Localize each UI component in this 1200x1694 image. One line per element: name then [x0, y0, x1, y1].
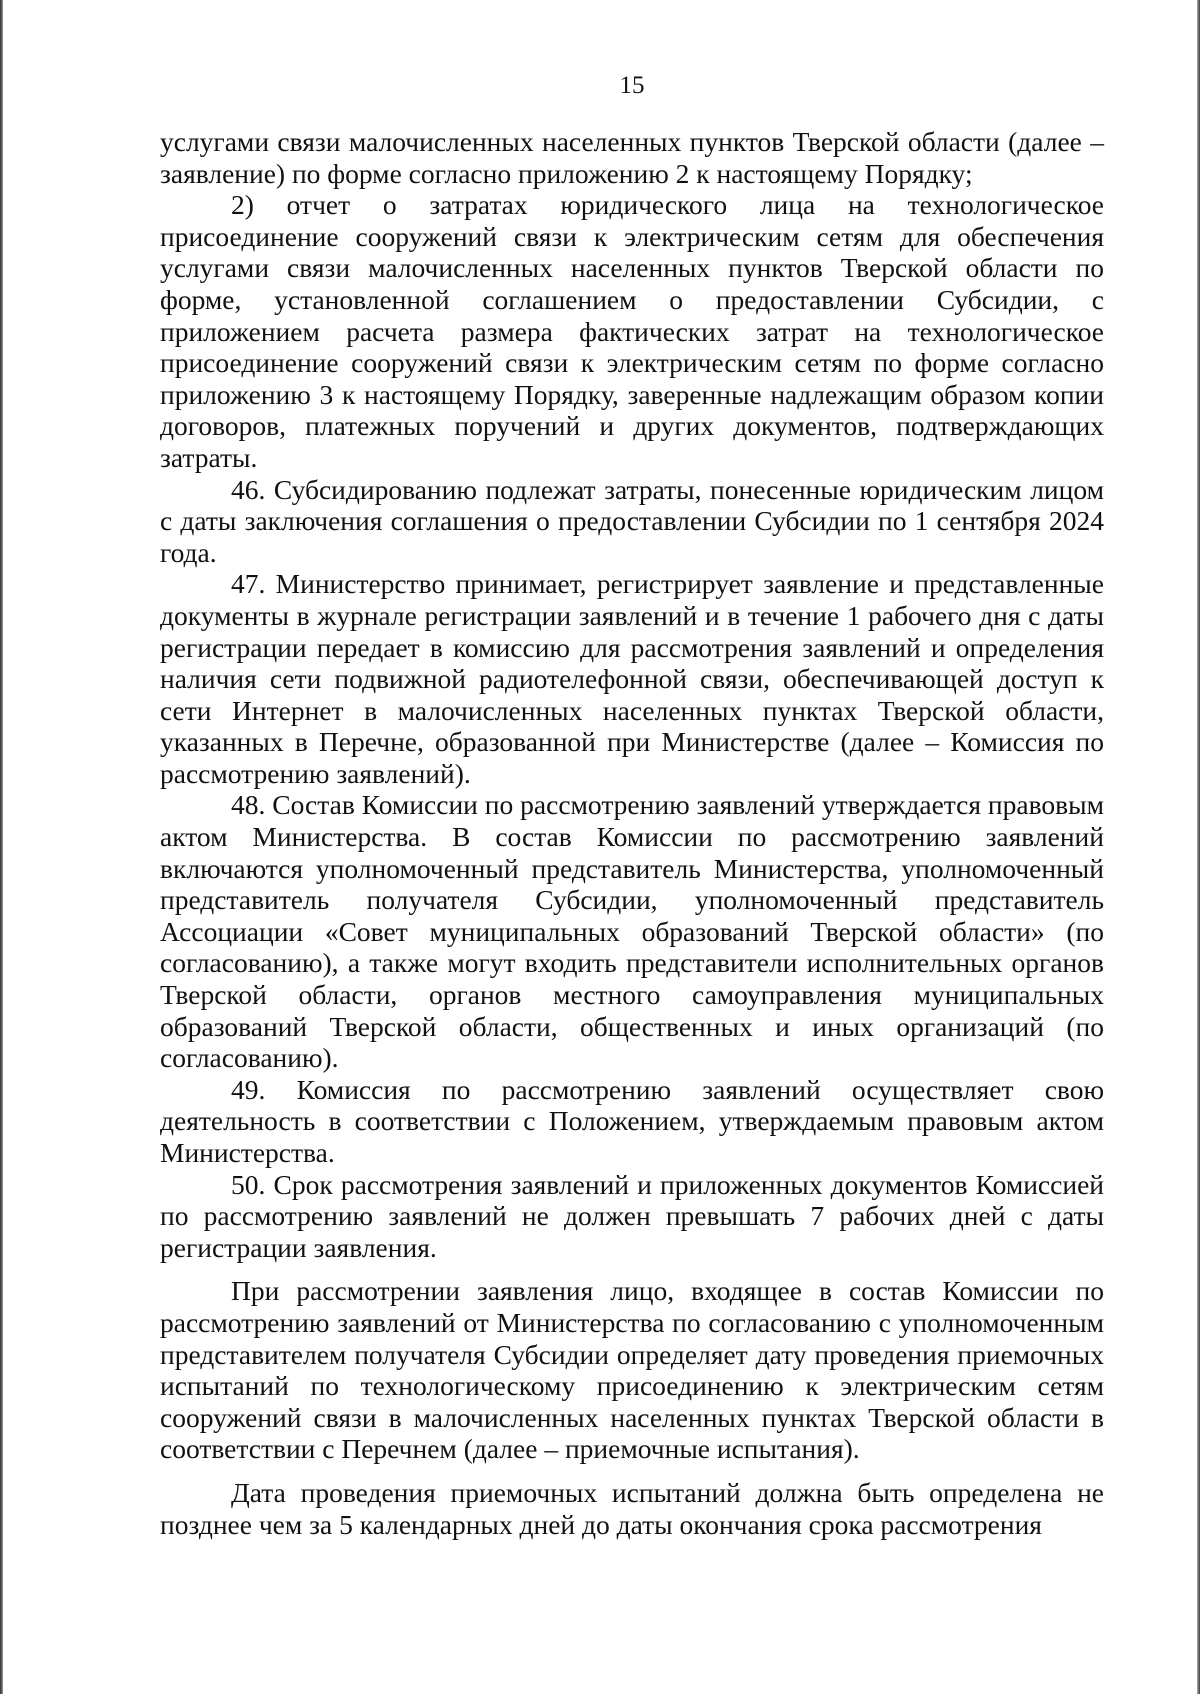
paragraph-49: 49. Комиссия по рассмотрению заявлений осуществляет свою деятельность в соответствии с Положением, утверждаемым правовым актом Министерства.: [160, 1073, 1104, 1168]
paragraph-46: 46. Субсидированию подлежат затраты, понесенные юридическим лицом с даты заключения соглашения о предоставлении Субсидии по 1 сентября 2024 года.: [160, 473, 1104, 568]
paragraph-50: 50. Срок рассмотрения заявлений и приложенных документов Комиссией по рассмотрению заявлений не должен превышать 7 рабочих дней с даты регистрации заявления.: [160, 1168, 1104, 1263]
paragraph-47: 47. Министерство принимает, регистрирует заявление и представленные документы в журнале регистрации заявлений и в течение 1 рабочего дня с даты регистрации передает в комиссию для рассмотрения заявлений и определения наличия сети подвижной радиотелефонной связи, обеспечивающей доступ к сети Интернет в малочисленных населенных пунктах Тверской области, указанных в Перечне, образованной при Министерстве (далее – Комиссия по рассмотрению заявлений).: [160, 568, 1104, 789]
scan-edge-left: [0, 0, 3, 1694]
paragraph-48: 48. Состав Комиссии по рассмотрению заявлений утверждается правовым актом Министерства. В состав Комиссии по рассмотрению заявлений включаются уполномоченный представитель Министерства, уполномоченный представитель получателя Субсидии, уполномоченный представитель Ассоциации «Совет муниципальных образований Тверской области» (по согласованию), а также могут входить представители исполнительных органов Тверской области, органов местного самоуправления муниципальных образований Тверской области, общественных и иных организаций (по согласованию).: [160, 789, 1104, 1074]
paragraph-continuation: услугами связи малочисленных населенных пунктов Тверской области (далее – заявление) по форме согласно приложению 2 к настоящему Порядку;: [160, 126, 1104, 189]
page-number: 15: [619, 72, 645, 99]
paragraph-test-date: Дата проведения приемочных испытаний должна быть определена не позднее чем за 5 календарных дней до даты окончания срока рассмотрения: [160, 1476, 1104, 1540]
document-body: [160, 126, 1104, 1540]
paragraph-acceptance-tests: При рассмотрении заявления лицо, входящее в состав Комиссии по рассмотрению заявлений от Министерства по согласованию с уполномоченным представителем получателя Субсидии определяет дату проведения приемочных испытаний по технологическому присоединению к электрическим сетям сооружений связи в малочисленных населенных пунктах Тверской области в соответствии с Перечнем (далее – приемочные испытания).: [160, 1275, 1104, 1465]
paragraph-item-2: 2) отчет о затратах юридического лица на технологическое присоединение сооружений связи к электрическим сетям для обеспечения услугами связи малочисленных населенных пунктов Тверской области по форме, установленной соглашением о предоставлении Субсидии, с приложением расчета размера фактических затрат на технологическое присоединение сооружений связи к электрическим сетям по форме согласно приложению 3 к настоящему Порядку, заверенные надлежащим образом копии договоров, платежных поручений и других документов, подтверждающих затраты.: [160, 189, 1104, 473]
